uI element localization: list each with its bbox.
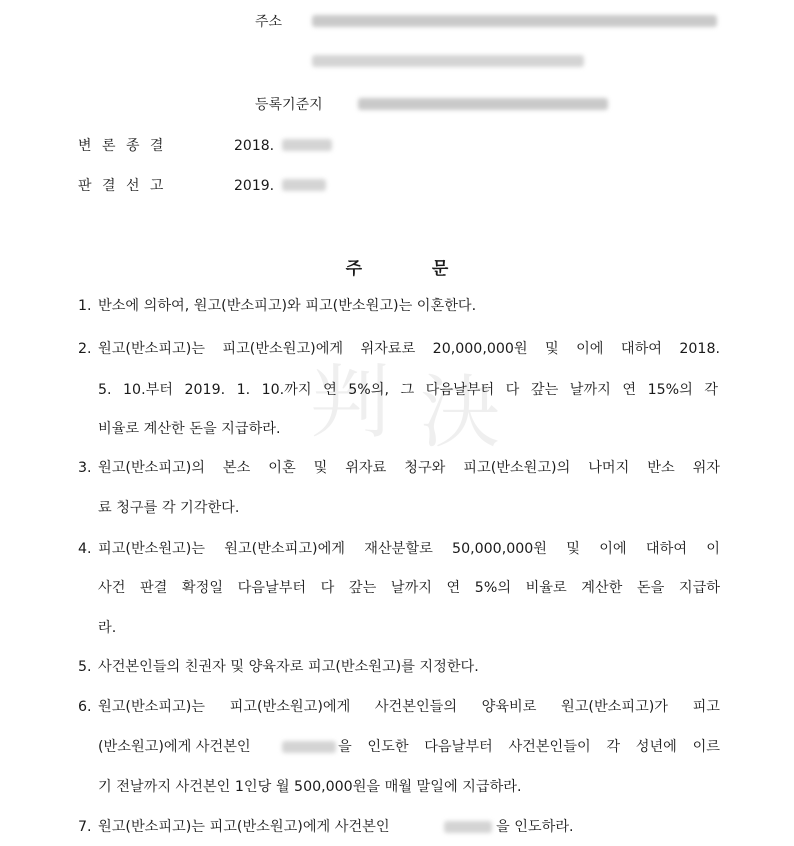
- item-text-line: 5. 10.부터 2019. 1. 10.까지 연 5%의, 그 다음날부터 다 갚는 날까지 연 15%의 각: [98, 382, 718, 398]
- section-title-left: 주: [345, 259, 363, 279]
- item-text-line: 원고(반소피고)의 본소 이혼 및 위자료 청구와 피고(반소원고)의 나머지 반소 위자: [98, 460, 720, 476]
- item-text-line: 피고(반소원고)는 원고(반소피고)에게 재산분할로 50,000,000원 및 이에 대하여 이: [98, 541, 720, 557]
- address-redacted-1: [312, 15, 717, 27]
- item-text-line: 원고(반소피고)는 피고(반소원고)에게 위자료로 20,000,000원 및 이에 대하여 2018.: [98, 341, 720, 357]
- registry-redacted: [358, 98, 608, 110]
- argument-close-label: 변 론 종 결: [78, 138, 164, 154]
- registry-label: 등록기준지: [255, 97, 323, 113]
- item-number: 1.: [78, 298, 92, 314]
- item-text-line: 을 인도하라.: [496, 819, 574, 835]
- item-text-line: 사건본인들의 친권자 및 양육자로 피고(반소원고)를 지정한다.: [98, 659, 479, 675]
- judgment-label: 판 결 선 고: [78, 178, 164, 194]
- item-number: 2.: [78, 341, 92, 357]
- judgment-date: 2019.: [234, 178, 275, 194]
- argument-close-date-redacted: [282, 139, 332, 151]
- item-number: 4.: [78, 541, 92, 557]
- address-label: 주소: [255, 14, 283, 30]
- item-text-line: 반소에 의하여, 원고(반소피고)와 피고(반소원고)는 이혼한다.: [98, 298, 477, 314]
- item-text-line: 사건 판결 확정일 다음날부터 다 갚는 날까지 연 5%의 비율로 계산한 돈을 지급하: [98, 580, 720, 596]
- item-number: 3.: [78, 460, 92, 476]
- watermark-icon: [300, 350, 560, 460]
- item-text-line: 을 인도한 다음날부터 사건본인들이 각 성년에 이르: [338, 739, 720, 755]
- item-text-line: 라.: [98, 620, 117, 636]
- svg-text:決: 決: [420, 366, 500, 459]
- item-number: 6.: [78, 699, 92, 715]
- item-number: 5.: [78, 659, 92, 675]
- argument-close-date: 2018.: [234, 138, 275, 154]
- address-redacted-2: [312, 55, 584, 67]
- section-title-right: 문: [431, 259, 449, 279]
- svg-text:判: 判: [310, 356, 390, 449]
- item-text-line: 원고(반소피고)는 피고(반소원고)에게 사건본인들의 양육비로 원고(반소피고)가 피고: [98, 699, 720, 715]
- item-text-line: 원고(반소피고)는 피고(반소원고)에게 사건본인: [98, 819, 390, 835]
- section-title: [0, 254, 794, 279]
- item-text-line: 비율로 계산한 돈을 지급하라.: [98, 421, 281, 437]
- item-text-line: 기 전날까지 사건본인 1인당 월 500,000원을 매월 말일에 지급하라.: [98, 779, 522, 795]
- judgment-date-redacted: [282, 179, 326, 191]
- item-text-line: (반소원고)에게 사건본인: [98, 739, 251, 755]
- child-name-redacted: [282, 741, 336, 753]
- child-name-redacted: [444, 821, 492, 833]
- item-text-line: 료 청구를 각 기각한다.: [98, 500, 240, 516]
- item-number: 7.: [78, 819, 92, 835]
